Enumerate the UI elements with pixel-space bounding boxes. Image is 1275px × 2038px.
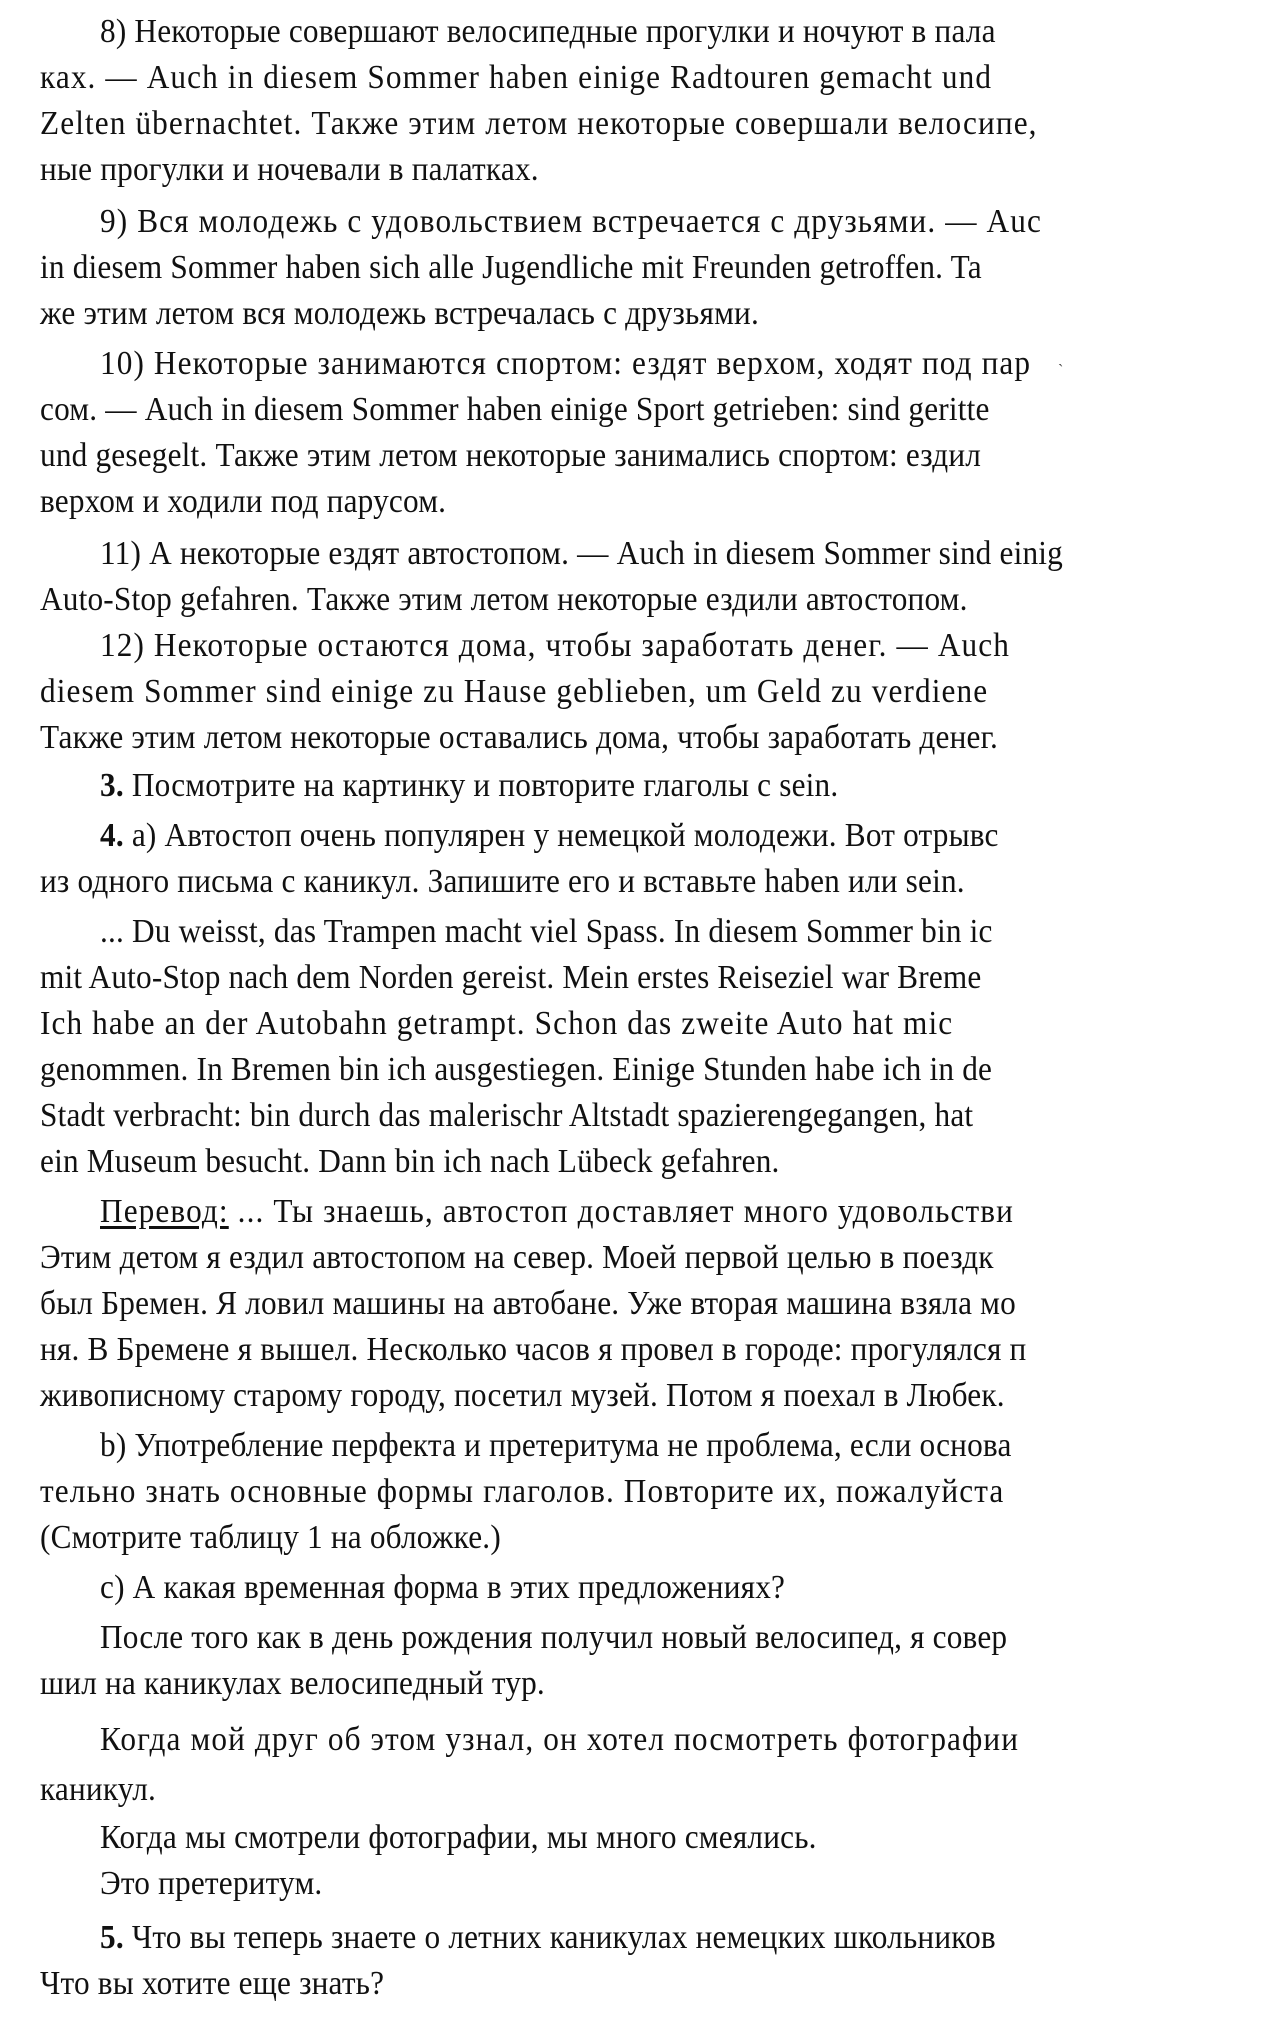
- task-4-number: 4.: [100, 817, 124, 854]
- letter-line-4: genommen. In Bremen bin ich ausgestiegen. Einige Stunden habe ich in de: [40, 1051, 993, 1088]
- task-4c-answer: Это претеритум.: [100, 1865, 323, 1902]
- task-5-number: 5.: [100, 1919, 124, 1956]
- translation-label: Перевод:: [100, 1193, 229, 1230]
- item-9-line-3: же этим летом вся молодежь встречалась с друзьями.: [40, 295, 759, 332]
- item-9-line-2: in diesem Sommer haben sich alle Jugendliche mit Freunden getroffen. Ta: [40, 249, 982, 286]
- item-12-line-1: 12) Некоторые остаются дома, чтобы заработать денег. — Auch: [100, 627, 1011, 664]
- scan-right-edge: [1240, 0, 1275, 2038]
- task-4c-line-5: Когда мы смотрели фотографии, мы много смеялись.: [100, 1819, 817, 1856]
- task-4a-line-1: [100, 816, 999, 856]
- item-10-line-1: 10) Некоторые занимаются спортом: ездят верхом, ходят под пар: [100, 345, 1032, 382]
- task-4c-line-3: Когда мой друг об этом узнал, он хотел посмотреть фотографии: [100, 1721, 1020, 1758]
- task-4b-line-3: (Смотрите таблицу 1 на обложке.): [40, 1519, 501, 1556]
- translation-line-2: Этим детом я ездил автостопом на север. Моей первой целью в поездк: [40, 1239, 994, 1276]
- letter-line-3: Ich habe an der Autobahn getrampt. Schon das zweite Auto hat mic: [40, 1005, 954, 1042]
- letter-line-6: ein Museum besucht. Dann bin ich nach Lübeck gefahren.: [40, 1143, 780, 1180]
- task-4a-line-2: из одного письма с каникул. Запишите его и вставьте haben или sein.: [40, 863, 965, 900]
- item-8-line-4: ные прогулки и ночевали в палатках.: [40, 151, 539, 188]
- item-8-line-1: 8) Некоторые совершают велосипедные прогулки и ночуют в пала: [100, 13, 996, 50]
- task-4a-text: а) Автостоп очень популярен у немецкой молодежи. Вот отрывс: [131, 817, 999, 854]
- item-10-line-2: сом. — Auch in diesem Sommer haben einige Sport getrieben: sind geritte: [40, 391, 990, 428]
- translation-line-1: [100, 1192, 1014, 1232]
- task-5-line-1: [100, 1918, 996, 1958]
- item-8-line-2: ках. — Auch in diesem Sommer haben einige Radtouren gemacht und: [40, 59, 993, 96]
- item-11-line-1: 11) А некоторые ездят автостопом. — Auch in diesem Sommer sind einig: [100, 535, 1063, 572]
- item-11-line-2: Auto-Stop gefahren. Также этим летом некоторые ездили автостопом.: [40, 581, 968, 618]
- task-3: [100, 766, 838, 806]
- task-5-text: Что вы теперь знаете о летних каникулах немецких школьников: [131, 1919, 996, 1956]
- item-12-line-3: Также этим летом некоторые оставались дома, чтобы заработать денег.: [40, 719, 999, 756]
- letter-line-2: mit Auto-Stop nach dem Norden gereist. Mein erstes Reiseziel war Breme: [40, 959, 982, 996]
- item-12-line-2: diesem Sommer sind einige zu Hause geblieben, um Geld zu verdiene: [40, 673, 989, 710]
- task-3-text: Посмотрите на картинку и повторите глаголы с sein.: [131, 767, 839, 804]
- letter-line-5: Stadt verbracht: bin durch das malerischr Altstadt spazierengegangen, hat: [40, 1097, 974, 1134]
- item-8-line-3: Zelten übernachtet. Также этим летом некоторые совершали велосипе,: [40, 105, 1038, 142]
- task-4b-line-2: тельно знать основные формы глаголов. Повторите их, пожалуйста: [40, 1473, 1005, 1510]
- translation-text: ... Ты знаешь, автостоп доставляет много удовольстви: [237, 1193, 1015, 1230]
- task-4c-question: c) А какая временная форма в этих предложениях?: [100, 1569, 786, 1606]
- letter-line-1: ... Du weisst, das Trampen macht viel Spass. In diesem Sommer bin ic: [100, 913, 993, 950]
- item-9-line-1: 9) Вся молодежь с удовольствием встречается с друзьями. — Auc: [100, 203, 1042, 240]
- task-5-line-2: Что вы хотите еще знать?: [40, 1965, 385, 2002]
- task-4c-line-2: шил на каникулах велосипедный тур.: [40, 1665, 545, 1702]
- task-4c-line-4: каникул.: [40, 1771, 157, 1808]
- task-4c-line-1: После того как в день рождения получил новый велосипед, я совер: [100, 1619, 1008, 1656]
- stray-mark: ˏ: [1058, 350, 1064, 367]
- translation-line-4: ня. В Бремене я вышел. Несколько часов я провел в городе: прогулялся п: [40, 1331, 1027, 1368]
- item-10-line-3: und gesegelt. Также этим летом некоторые занимались спортом: ездил: [40, 437, 982, 474]
- task-3-number: 3.: [100, 767, 124, 804]
- translation-line-3: был Бремен. Я ловил машины на автобане. Уже вторая машина взяла мо: [40, 1285, 1016, 1322]
- translation-line-5: живописному старому городу, посетил музей. Потом я поехал в Любек.: [40, 1377, 1005, 1414]
- task-4b-line-1: b) Употребление перфекта и претеритума не проблема, если основа: [100, 1427, 1012, 1464]
- item-10-line-4: верхом и ходили под парусом.: [40, 483, 447, 520]
